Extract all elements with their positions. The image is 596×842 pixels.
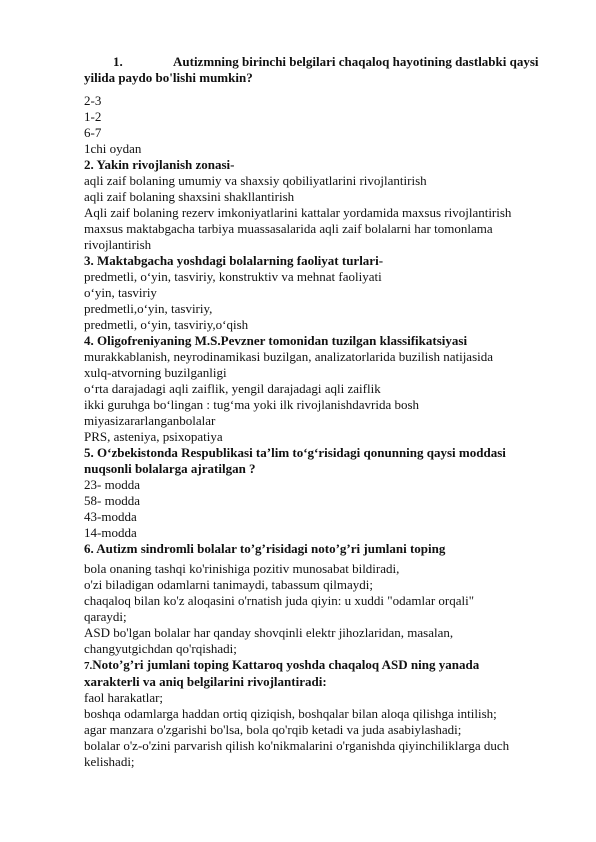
question-6-title: 6. Autizm sindromli bolalar to’g’risidagi noto’g’ri jumlani toping [84, 541, 446, 556]
question-4-title: 4. Oligofreniyaning M.S.Pevzner tomonidan tuzilgan klassifikatsiyasi [84, 333, 468, 348]
answer-line: predmetli,o‘yin, tasviriy, [84, 301, 213, 316]
answer-line: 14-modda [84, 525, 137, 540]
answer-line: qaraydi; [84, 609, 127, 624]
answer-line: faol harakatlar; [84, 690, 164, 705]
answer-line: aqli zaif bolaning shaxsini shakllantirish [84, 189, 295, 204]
answer-line: rivojlantirish [84, 237, 152, 252]
question-1-title-line2: yilida paydo bo'lishi mumkin? [84, 70, 253, 85]
question-1-answers [84, 93, 554, 157]
question-3-title: 3. Maktabgacha yoshdagi bolalarning faoliyat turlari- [84, 253, 384, 268]
question-1-number: 1. [113, 54, 123, 69]
answer-line: xulq-atvorning buzilganligi [84, 365, 227, 380]
answer-line: o'zi biladigan odamlarni tanimaydi, tabassum qilmaydi; [84, 577, 374, 592]
answer-line: agar manzara o'zgarishi bo'lsa, bola qo'rqib ketadi va juda asabiylashadi; [84, 722, 462, 737]
question-1 [84, 54, 554, 86]
question-4-answers [84, 349, 554, 445]
answer-line: o‘rta darajadagi aqli zaiflik, yengil darajadagi aqli zaiflik [84, 381, 381, 396]
question-5-title-line2: nuqsonli bolalarga ajratilgan ? [84, 461, 256, 476]
question-5-title-line1: 5. O‘zbekistonda Respublikasi ta’lim to‘g‘risidagi qonunning qaysi moddasi [84, 445, 506, 460]
answer-line: predmetli, o‘yin, tasviriy,o‘qish [84, 317, 249, 332]
answer-line: bolalar o'z-o'zini parvarish qilish ko'nikmalarini o'rganishda qiyinchiliklarga duch [84, 738, 510, 753]
answer-line: maxsus maktabgacha tarbiya muassasalarida aqli zaif bolalarni har tomonlama [84, 221, 493, 236]
answer-line: murakkablanish, neyrodinamikasi buzilgan, analizatorlarida buzilish natijasida [84, 349, 494, 364]
answer-line: 58- modda [84, 493, 140, 508]
answer-line: chaqaloq bilan ko'z aloqasini o'rnatish juda qiyin: u xuddi "odamlar orqali" [84, 593, 475, 608]
question-2-title: 2. Yakin rivojlanish zonasi- [84, 157, 235, 172]
question-1-title-line1: 1. Autizmning birinchi belgilari chaqaloq hayotining dastlabki qaysi [84, 54, 554, 70]
answer-line: kelishadi; [84, 754, 135, 769]
answer-line: ikki guruhga bo‘lingan : tug‘ma yoki ilk rivojlanishdavrida bosh [84, 397, 420, 412]
answer-line: miyasizararlanganbolalar [84, 413, 216, 428]
answer-line: o‘yin, tasviriy [84, 285, 157, 300]
question-2-answers [84, 173, 554, 253]
question-7-title-line1: 7.Noto’g’ri jumlani toping Kattaroq yoshda chaqaloq ASD ning yanada [84, 657, 480, 672]
answer-line: PRS, asteniya, psixopatiya [84, 429, 223, 444]
question-7-number: 7. [84, 660, 93, 672]
answer-line: 1chi oydan [84, 141, 142, 156]
answer-line: 1-2 [84, 109, 102, 124]
answer-line: boshqa odamlarga haddan ortiq qiziqish, boshqalar bilan aloqa qilishga intilish; [84, 706, 497, 721]
question-7-answers [84, 690, 554, 770]
document-page [84, 54, 554, 770]
answer-line: 23- modda [84, 477, 140, 492]
answer-line: changyutgichdan qo'rqishadi; [84, 641, 237, 656]
question-6-answers [84, 561, 554, 657]
question-7-title-line2: xarakterli va aniq belgilarini rivojlantiradi: [84, 674, 327, 689]
question-5-answers [84, 477, 554, 541]
question-3-answers [84, 269, 554, 333]
answer-line: 2-3 [84, 93, 102, 108]
answer-line: predmetli, o‘yin, tasviriy, konstruktiv va mehnat faoliyati [84, 269, 382, 284]
answer-line: bola onaning tashqi ko'rinishiga pozitiv munosabat bildiradi, [84, 561, 400, 576]
answer-line: aqli zaif bolaning umumiy va shaxsiy qobiliyatlarini rivojlantirish [84, 173, 427, 188]
answer-line: 43-modda [84, 509, 137, 524]
answer-line: 6-7 [84, 125, 102, 140]
answer-line: ASD bo'lgan bolalar har qanday shovqinli elektr jihozlaridan, masalan, [84, 625, 454, 640]
answer-line: Aqli zaif bolaning rezerv imkoniyatlarini kattalar yordamida maxsus rivojlantirish [84, 205, 512, 220]
